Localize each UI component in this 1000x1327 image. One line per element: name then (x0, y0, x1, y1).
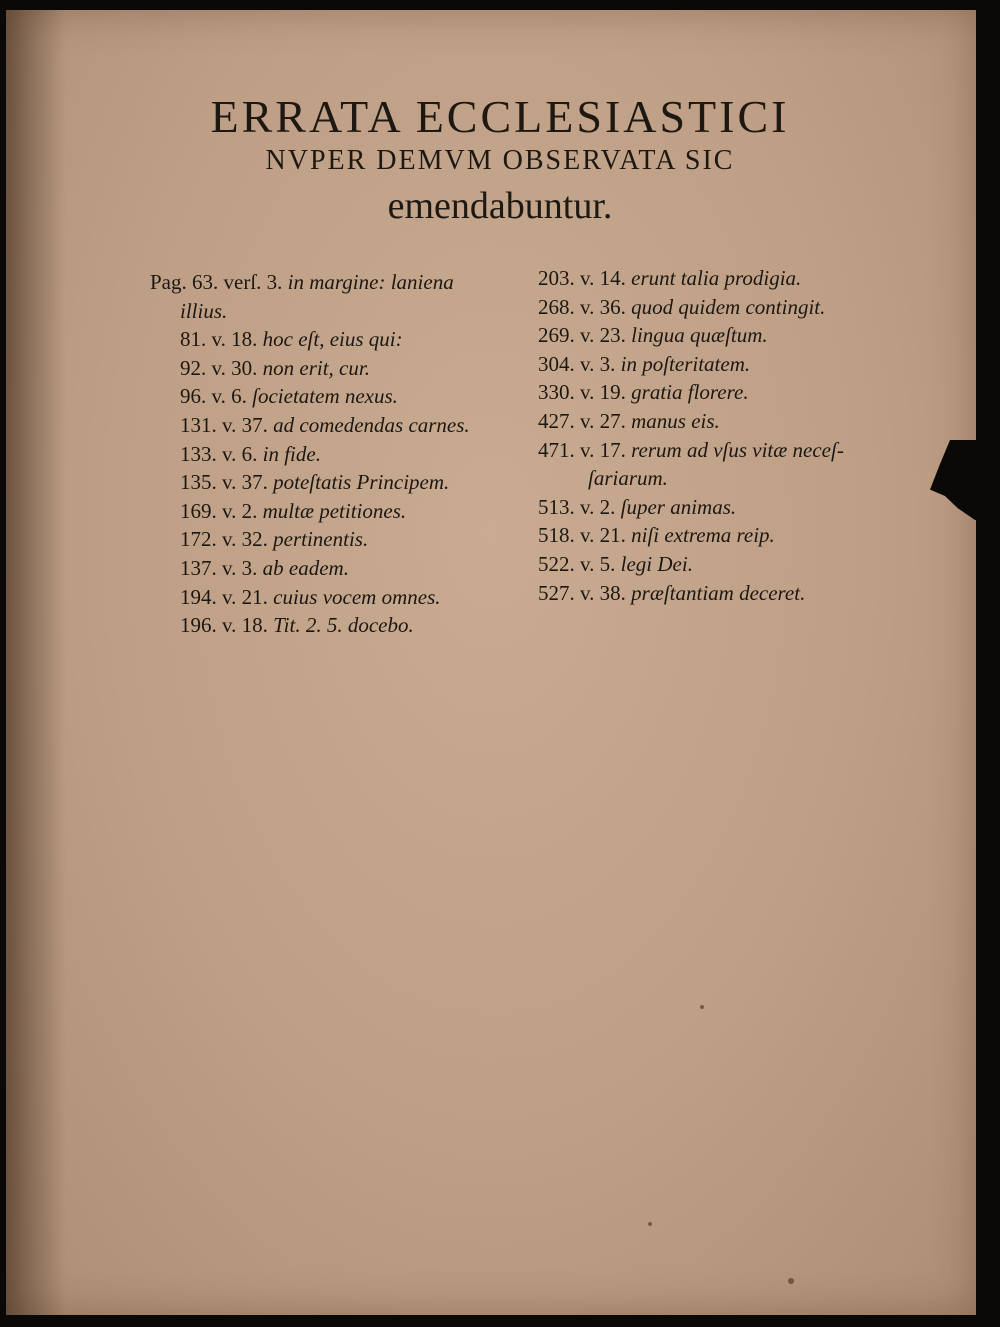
errata-entry (538, 521, 918, 550)
entry-correction: ad comedendas carnes. (273, 412, 470, 437)
entry-correction: præſtantiam deceret. (631, 580, 806, 605)
entry-reference: 522. v. 5. (538, 551, 616, 576)
entry-correction: hoc eſt, eius qui: (262, 327, 403, 352)
entry-correction: lingua quæſtum. (631, 323, 768, 348)
entry-correction: non erit, cur. (262, 355, 370, 380)
errata-entry (150, 497, 530, 526)
entry-correction: ab eadem. (262, 555, 349, 580)
entry-correction: ſocietatem nexus. (252, 384, 398, 409)
ink-speck (700, 1005, 704, 1009)
errata-entry (538, 407, 918, 436)
entry-continuation (538, 464, 918, 493)
errata-entry (150, 411, 530, 440)
errata-entry (538, 579, 918, 608)
entry-correction: in poſteritatem. (620, 351, 751, 376)
entry-correction: poteſtatis Principem. (273, 470, 450, 495)
entry-reference: 203. v. 14. (538, 266, 626, 290)
errata-entry (150, 440, 530, 469)
errata-entry (150, 554, 530, 583)
entry-reference: 427. v. 27. (538, 408, 626, 433)
errata-entry (538, 350, 918, 379)
entry-correction: gratia florere. (631, 380, 749, 405)
errata-entry (538, 550, 918, 579)
entry-correction: quod quidem contingit. (631, 294, 826, 319)
errata-entry (150, 325, 530, 354)
entry-correction: multæ petitiones. (262, 498, 407, 523)
entry-reference: 194. v. 21. (180, 584, 268, 609)
errata-entry (150, 611, 530, 640)
entry-reference: 471. v. 17. (538, 437, 626, 462)
entry-correction: legi Dei. (620, 551, 693, 576)
entry-correction: Tit. 2. 5. docebo. (273, 613, 414, 638)
entry-reference: 196. v. 18. (180, 613, 268, 638)
entry-correction: niſi extrema reip. (631, 523, 775, 548)
entry-correction: ſuper animas. (620, 494, 737, 519)
errata-entry (538, 293, 918, 322)
entry-correction: cuius vocem omnes. (273, 584, 441, 609)
entry-reference: 131. v. 37. (180, 412, 268, 437)
entry-reference: Pag. 63. verſ. 3. (150, 270, 283, 294)
entry-continuation (150, 297, 530, 326)
errata-entry (150, 468, 530, 497)
entry-reference: 81. v. 18. (180, 327, 258, 352)
entry-reference: 169. v. 2. (180, 498, 258, 523)
errata-entry (538, 493, 918, 522)
errata-entry (538, 378, 918, 407)
entry-reference: 92. v. 30. (180, 355, 258, 380)
entry-continuation-text: illius. (180, 298, 228, 323)
entry-reference: 330. v. 19. (538, 380, 626, 405)
entry-reference: 133. v. 6. (180, 441, 258, 466)
title-line-3: emendabuntur. (387, 185, 613, 227)
entry-correction: pertinentis. (273, 527, 369, 552)
errata-entry (538, 436, 918, 465)
errata-right-column (538, 264, 918, 607)
entry-continuation-text: ſariarum. (588, 466, 668, 491)
errata-entry (538, 264, 918, 293)
entry-correction: in fide. (262, 441, 321, 466)
entry-reference: 268. v. 36. (538, 294, 626, 319)
errata-entry (150, 268, 530, 297)
entry-reference: 269. v. 23. (538, 323, 626, 348)
errata-entry (150, 583, 530, 612)
entry-correction: manus eis. (631, 408, 720, 433)
entry-correction: erunt talia prodigia. (631, 266, 802, 290)
entry-reference: 518. v. 21. (538, 523, 626, 548)
entry-correction: in margine: laniena (287, 270, 454, 294)
entry-reference: 172. v. 32. (180, 527, 268, 552)
entry-reference: 304. v. 3. (538, 351, 616, 376)
entry-reference: 513. v. 2. (538, 494, 616, 519)
entry-reference: 137. v. 3. (180, 555, 258, 580)
errata-entry (150, 382, 530, 411)
errata-entry (150, 525, 530, 554)
ink-speck (788, 1278, 794, 1284)
entry-reference: 96. v. 6. (180, 384, 247, 409)
entry-correction: rerum ad vſus vitæ neceſ- (631, 437, 844, 462)
entry-reference: 135. v. 37. (180, 470, 268, 495)
errata-left-column (150, 268, 530, 640)
entry-reference: 527. v. 38. (538, 580, 626, 605)
title-line-1: ERRATA ECCLESIASTICI (210, 91, 790, 142)
ink-speck (648, 1222, 652, 1226)
title-line-2: NVPER DEMVM OBSERVATA SIC (265, 145, 735, 176)
errata-entry (538, 321, 918, 350)
errata-entry (150, 354, 530, 383)
